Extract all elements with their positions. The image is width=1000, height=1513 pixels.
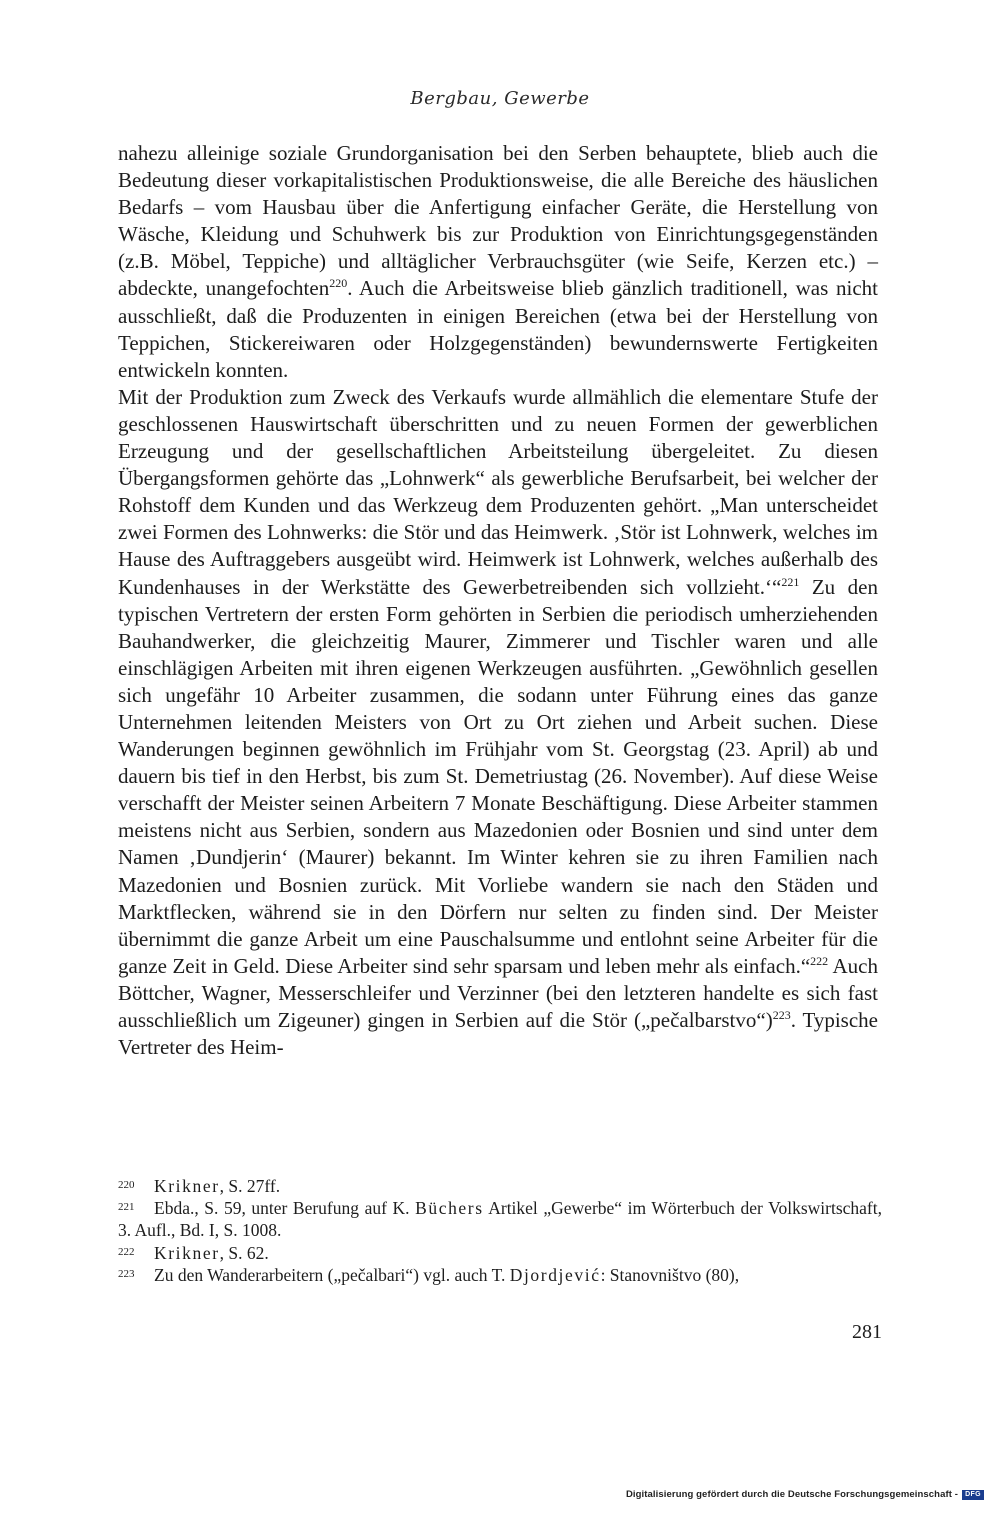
footnote: 222 Krikner, S. 62.	[118, 1242, 269, 1263]
text-run: Mit der Produktion zum Zweck des Verkaufs wurde allmählich die elementare Stufe der geschlossenen Hauswirtschaft überschritten und zu neuen Formen der gewerblichen Erzeugung und der gesellschaftlichen Arbeitsteilung übergeleitet. Zu diesen Übergangsformen gehörte das „Lohnwerk“ als gewerbliche Berufsarbeit, bei welcher der Rohstoff dem Kunden und das Werkzeug dem Produzenten gehört. „Man unterscheidet zwei Formen des Lohnwerks: die Stör und das Heimwerk. ‚Stör ist Lohnwerk, welches im Hause des Auftraggebers ausgeübt wird. Heimwerk ist Lohnwerk, welches außerhalb des Kundenhauses in der Werkstätte des Gewerbetreibenden sich vollzieht.‘“	[118, 384, 878, 599]
body-text	[118, 140, 878, 1061]
footnote-text: Ebda., S. 59, unter Berufung auf K.	[154, 1198, 416, 1219]
footnote-text: Zu den Wanderarbeitern („pečalbari“) vgl. auch T.	[154, 1264, 510, 1285]
page-number: 281	[852, 1321, 882, 1343]
footnote-author: Krikner	[154, 1242, 220, 1263]
footnote-text: , S. 62.	[219, 1242, 269, 1263]
footnote-text: : Stanovništvo (80),	[600, 1264, 740, 1285]
funding-note	[626, 1489, 984, 1500]
footnote: 223 Zu den Wanderarbeitern („pečalbari“) vgl. auch T. Djordjević: Stanovništvo (80),	[118, 1264, 740, 1285]
footnote: 221 Ebda., S. 59, unter Berufung auf K. Büchers Artikel „Gewerbe“ im Wörterbuch der Volkswirtschaft, 3. Aufl., Bd. I, S. 1008.	[118, 1198, 882, 1241]
footnote-author: Krikner	[154, 1176, 220, 1196]
footnote-author: Büchers	[415, 1198, 484, 1219]
funding-note-text: Digitalisierung gefördert durch die Deutsche Forschungsgemeinschaft -	[625, 1489, 958, 1500]
footnote-author: Djordjević	[509, 1264, 601, 1285]
footnotes	[118, 1175, 882, 1286]
running-head: Bergbau, Gewerbe	[410, 88, 590, 109]
text-run: nahezu alleinige soziale Grundorganisation bei den Serben behauptete, blieb auch die Bedeutung dieser vorkapitalistischen Produktionsweise, die alle Bereiche des häuslichen Bedarfs – vom Hausbau über die Anfertigung einfacher Geräte, die Herstellung von Wäsche, Kleidung und Schuhwerk bis zur Produktion von Einrichtungsgegenständen (z.B. Möbel, Teppiche) und alltäglicher Verbrauchsgüter (wie Seife, Kerzen etc.) – abdeckte, unangefochten	[118, 141, 878, 301]
paragraph	[118, 140, 878, 384]
text-run: Zu den typischen Vertretern der ersten Form gehörten in Serbien die periodisch umherziehenden Bauhandwerker, die gleichzeitig Maurer, Zimmerer und Tischler waren und alle einschlägigen Arbeiten mit ihren eigenen Werkzeugen ausführten. „Gewöhnlich gesellen sich ungefähr 10 Arbeiter zusammen, die sodann unter Führung eines das ganze Unternehmen leitenden Meisters von Ort zu Ort ziehen und Arbeit suchen. Diese Wanderungen beginnen gewöhnlich im Frühjahr vom St. Georgstag (23. April) ab und dauern bis tief in den Herbst, bis zum St. Demetriustag (26. November). Auf diese Weise verschafft der Meister seinen Arbeitern 7 Monate Beschäftigung. Diese Arbeiter stammen meistens nicht aus Serbien, sondern aus Mazedonien oder Bosnien und sind unter dem Namen ‚Dundjerin‘ (Maurer) bekannt. Im Winter kehren sie zu ihren Familien nach Mazedonien und Bosnien zurück. Mit Vorliebe wandern sie nach den Städen und Marktflecken, während sie in den Dörfern nur selten zu finden sind. Der Meister übernimmt die ganze Arbeit um eine Pauschalsumme und entlohnt seine Arbeiter für die ganze Zeit in Geld. Diese Arbeiter sind sehr sparsam und leben mehr als einfach.“	[118, 574, 878, 978]
text-run: . Auch die Arbeitsweise blieb gänzlich traditionell, was nicht ausschließt, daß die Produzenten in einigen Bereichen (etwa bei der Herstellung von Teppichen, Stickereiwaren oder Holzgegenständen) bewundernswerte Fertigkeiten entwickeln konnten.	[118, 276, 878, 382]
footnote: 220 Krikner, S. 27ff.	[118, 1176, 281, 1196]
paragraph	[118, 384, 878, 1061]
text-run: Auch Böttcher, Wagner, Messerschleifer und Verzinner (bei den letzteren handelte es sich fast ausschließlich um Zigeuner) gingen in Serbien auf die Stör („pečalbarstvo“)	[118, 953, 878, 1032]
footnote-ref[interactable]: 220	[329, 276, 348, 291]
footnote-ref[interactable]: 223	[772, 1008, 791, 1022]
footnote-text: , S. 27ff.	[219, 1176, 281, 1196]
footnote-ref[interactable]: 222	[810, 953, 829, 968]
footnote-ref[interactable]: 221	[781, 574, 800, 589]
dfg-logo-text: DFG	[965, 1491, 981, 1498]
footnote-text: Artikel „Gewerbe“ im Wörterbuch der Volkswirtschaft, 3. Aufl., Bd. I, S. 1008.	[118, 1198, 882, 1241]
dfg-logo-icon	[962, 1490, 984, 1500]
text-run: . Typische Vertreter des Heim-	[118, 1008, 878, 1060]
